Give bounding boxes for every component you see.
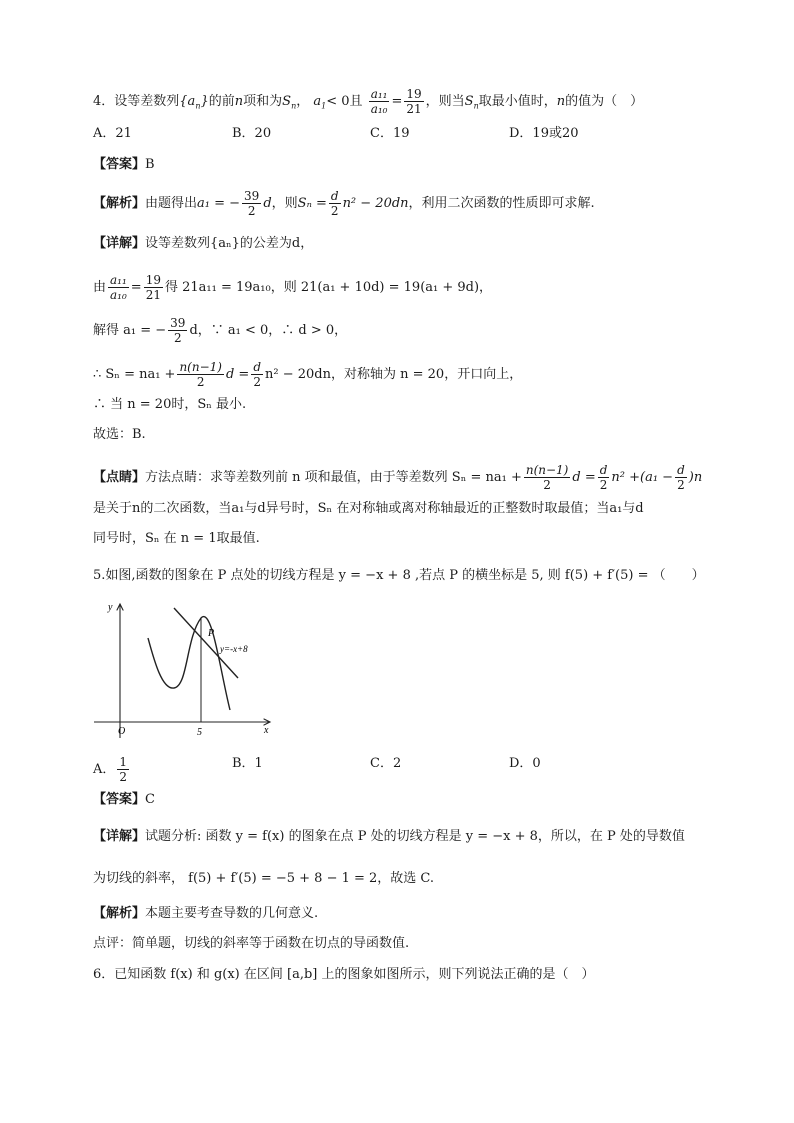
frac-num: a₁₁ [110, 273, 127, 287]
q4-stem-text-7: 取最小值时， [478, 94, 557, 109]
frac-num: d [330, 189, 339, 203]
frac-num: 19 [145, 273, 161, 287]
frac-den: 2 [677, 478, 685, 492]
frac-den: 2 [119, 770, 128, 784]
frac-den: 2 [196, 375, 205, 389]
q6-stem: 6．已知函数 f(x) 和 g(x) 在区间 [a,b] 上的图象如图所示，则下列说法正确的是（ ） [93, 967, 595, 982]
answer-tag: 【答案】 [93, 792, 146, 807]
analysis-tag: 【解析】 [93, 906, 146, 921]
q4-value-den: 21 [406, 102, 422, 116]
detail-frac [108, 273, 129, 302]
tip-frac [524, 463, 571, 492]
frac-den: 2 [247, 204, 256, 218]
q5-option-a-frac [117, 755, 129, 784]
q4-stem-text-2: 的前 [208, 94, 235, 109]
q4-detail-line4 [93, 360, 522, 389]
detail-eq: = [130, 280, 142, 295]
q5-detail-line2: 为切线的斜率， f(5) + f′(5) = −5 + 8 − 1 = 2，故选 C. [93, 871, 435, 886]
q4-stem-text-3: 项和为 [243, 94, 283, 109]
q4-option-b: B．20 [232, 126, 272, 141]
q5-detail-line1 [93, 828, 685, 846]
tip-expr-2: n² + [611, 470, 641, 485]
frac-den: 21 [145, 288, 161, 302]
q5-option-c: C．2 [370, 756, 402, 771]
detail-text: ∴ Sₙ = na₁ + [93, 367, 176, 382]
q4-detail-line2 [93, 273, 492, 302]
q4-stem-text-5: 且 [349, 94, 363, 109]
analysis-tag: 【解析】 [93, 196, 146, 211]
tip-expr-3: (a₁ − [640, 470, 674, 485]
detail-text-2: n² − 20dn，对称轴为 n = 20，开口向上， [265, 367, 523, 382]
detail-frac [168, 316, 187, 345]
q4-ratio-den: a₁₀ [370, 102, 388, 116]
frac-num: d [599, 463, 608, 477]
q4-stem-text: 4．设等差数列 [93, 94, 180, 109]
frac-den: 2 [173, 331, 182, 345]
q5-analysis [93, 905, 318, 923]
q5-option-a [93, 755, 131, 784]
detail-text: 试题分析: 函数 y = f(x) 的图象在点 P 处的切线方程是 y = −x + 8，所以，在 P 处的导数值 [145, 829, 685, 844]
analysis-text: 本题主要考查导数的几何意义. [145, 906, 319, 921]
answer-value: B [145, 157, 155, 172]
q4-option-d: D．19或20 [509, 126, 579, 141]
q4-detail-line5: ∴ 当 n = 20时，Sₙ 最小. [93, 397, 247, 412]
q4-detail-line1 [93, 235, 313, 253]
q4-n-var: n [234, 94, 244, 109]
q4-detail-line3 [93, 316, 347, 345]
frac-num: 39 [170, 316, 186, 330]
analysis-frac [242, 189, 261, 218]
analysis-expr-4: n² − 20dn [342, 196, 409, 211]
x-tick-label: 5 [197, 727, 202, 738]
analysis-expr-3: Sₙ = [297, 196, 327, 211]
q4-stem: 4．设等差数列$\{a_n\}$的前n项和为$S_n$， $a_1< 0$且 $\frac{\text{a₁₁}}{\text{a₁₀}}$ = $\frac{19}{21}$ ，则当$S_n$取最小值时，n的值为（ ） [93, 87, 644, 116]
analysis-expr: a₁ = − [197, 196, 241, 211]
q4-stem-text-6: ，则当 [425, 94, 465, 109]
q4-value [404, 87, 423, 116]
origin-label: O [118, 726, 126, 737]
tip-frac-3 [675, 463, 687, 492]
q4-ratio-num: a₁₁ [370, 87, 388, 101]
detail-text-2: d，∵ a₁ < 0，∴ d > 0， [189, 323, 348, 338]
q4-answer [93, 156, 155, 174]
detail-frac [177, 360, 224, 389]
detail-expr: d = [225, 367, 250, 382]
point-label: P [208, 628, 215, 639]
tangent-label: y=-x+8 [220, 644, 248, 654]
frac-num: 1 [119, 755, 128, 769]
detail-text-2: 得 21a₁₁ = 19a₁₀，则 21(a₁ + 10d) = 19(a₁ + 9d)， [164, 280, 493, 295]
q4-value-num: 19 [406, 87, 422, 101]
detail-frac-2 [251, 360, 263, 389]
analysis-text-3: ，利用二次函数的性质即可求解. [408, 196, 595, 211]
y-axis-label: y [108, 602, 113, 613]
q5-stem: 5.如图,函数的图象在 P 点处的切线方程是 y = −x + 8 ,若点 P 的横坐标是 5, 则 f(5) + f′(5) = （ ） [93, 568, 705, 583]
frac-num: n(n−1) [525, 463, 569, 477]
q5-graph [88, 598, 278, 743]
frac-num: d [677, 463, 685, 477]
frac-den: 2 [253, 375, 261, 389]
q4-tip-line3: 同号时，Sₙ 在 n = 1取最值. [93, 531, 260, 546]
frac-den: 2 [543, 478, 551, 492]
q4-option-c: C．19 [370, 126, 410, 141]
analysis-expr-2: d [263, 196, 272, 211]
frac-num: 39 [244, 189, 260, 203]
frac-num: d [253, 360, 262, 374]
tip-expr-4: )n [688, 470, 703, 485]
analysis-frac-2 [329, 189, 341, 218]
detail-frac-2 [144, 273, 163, 302]
detail-tag: 【详解】 [93, 236, 146, 251]
x-axis-label: x [264, 725, 269, 736]
function-curve [148, 617, 230, 710]
q5-answer [93, 791, 155, 809]
answer-tag: 【答案】 [93, 157, 146, 172]
frac-den: a₁₀ [110, 288, 127, 302]
q5-option-a-label: A． [93, 762, 116, 777]
q4-stem-text-8: 的值为（ ） [565, 94, 644, 109]
q4-tip-line1 [93, 463, 702, 492]
analysis-text-2: ，则 [271, 196, 298, 211]
tip-tag: 【点睛】 [93, 470, 146, 485]
analysis-text: 由题得出 [145, 196, 198, 211]
q4-detail-line6: 故选：B. [93, 427, 146, 442]
q5-option-d: D．0 [509, 756, 541, 771]
frac-den: 2 [599, 478, 608, 492]
q4-stem-text-4: ， [296, 94, 310, 109]
detail-tag: 【详解】 [93, 829, 146, 844]
tip-expr: d = [572, 470, 596, 485]
q4-option-a: A．21 [93, 126, 132, 141]
detail-text: 由 [93, 280, 107, 295]
q4-tip-line2: 是关于n的二次函数，当a₁与d异号时，Sₙ 在对称轴或离对称轴最近的正整数时取最值；当a₁与d [93, 501, 644, 516]
q4-cond: < 0 [326, 94, 350, 109]
answer-value: C [145, 792, 155, 807]
q5-option-b: B．1 [232, 756, 263, 771]
frac-num: n(n−1) [179, 360, 222, 374]
detail-text: 解得 a₁ = − [93, 323, 167, 338]
q4-ratio [369, 87, 390, 116]
tip-frac-2 [598, 463, 610, 492]
frac-den: 2 [330, 204, 339, 218]
q4-eq: = [391, 94, 403, 109]
detail-text: 设等差数列{aₙ}的公差为d， [145, 236, 314, 251]
q5-comment: 点评：简单题，切线的斜率等于函数在切点的导函数值. [93, 936, 410, 951]
tip-text: 方法点睛：求等差数列前 n 项和最值，由于等差数列 Sₙ = na₁ + [145, 470, 522, 485]
q4-analysis [93, 189, 595, 218]
